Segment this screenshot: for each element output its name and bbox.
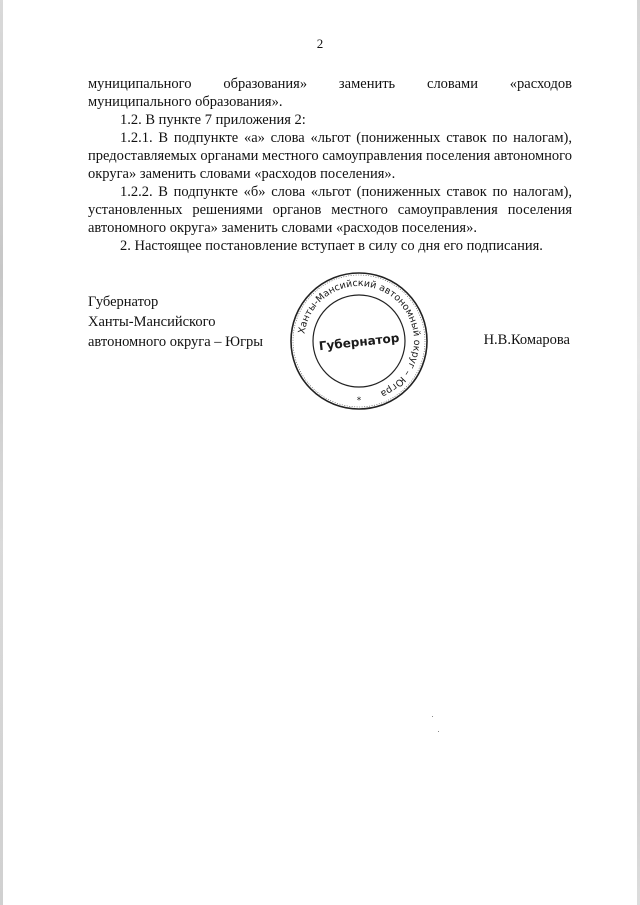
seal-center-text: Губернатор	[318, 330, 400, 354]
seal-graphic	[288, 270, 430, 412]
paragraph-item-1-2-2: 1.2.2. В подпункте «б» слова «льгот (пониженных ставок по налогам), установленных решениями органов местного самоуправления поселения автономного округа» заменить словами «расходов поселения».	[88, 184, 572, 236]
page-number: 2	[316, 36, 324, 51]
signatory-title	[88, 292, 263, 352]
paragraph-line: муниципального образования» заменить словами «расходов	[88, 76, 572, 92]
scan-edge-left	[0, 0, 3, 905]
seal-star-icon: *	[356, 396, 362, 406]
scan-speck	[432, 716, 433, 717]
official-seal	[288, 270, 430, 412]
paragraph-item-2: 2. Настоящее постановление вступает в силу со дня его подписания.	[120, 238, 543, 254]
paragraph-item-1-2: 1.2. В пункте 7 приложения 2:	[120, 112, 306, 128]
scan-speck	[438, 731, 439, 732]
paragraph-continuation	[88, 75, 572, 111]
seal-ring-text: Ханты-Мансийский автономный округ – Югра	[296, 277, 423, 400]
document-body	[88, 75, 572, 255]
signatory-title-line: Губернатор	[88, 294, 159, 310]
signatory-name: Н.В.Комарова	[483, 332, 570, 348]
paragraph-line: муниципального образования».	[88, 94, 283, 110]
signatory-title-line: Ханты-Мансийского	[88, 314, 216, 330]
signatory-title-line: автономного округа – Югры	[88, 334, 264, 350]
paragraph-item-1-2-1: 1.2.1. В подпункте «а» слова «льгот (пониженных ставок по налогам), предоставляемых органами местного самоуправления поселения автономного округа» заменить словами «расходов поселения».	[88, 130, 573, 182]
